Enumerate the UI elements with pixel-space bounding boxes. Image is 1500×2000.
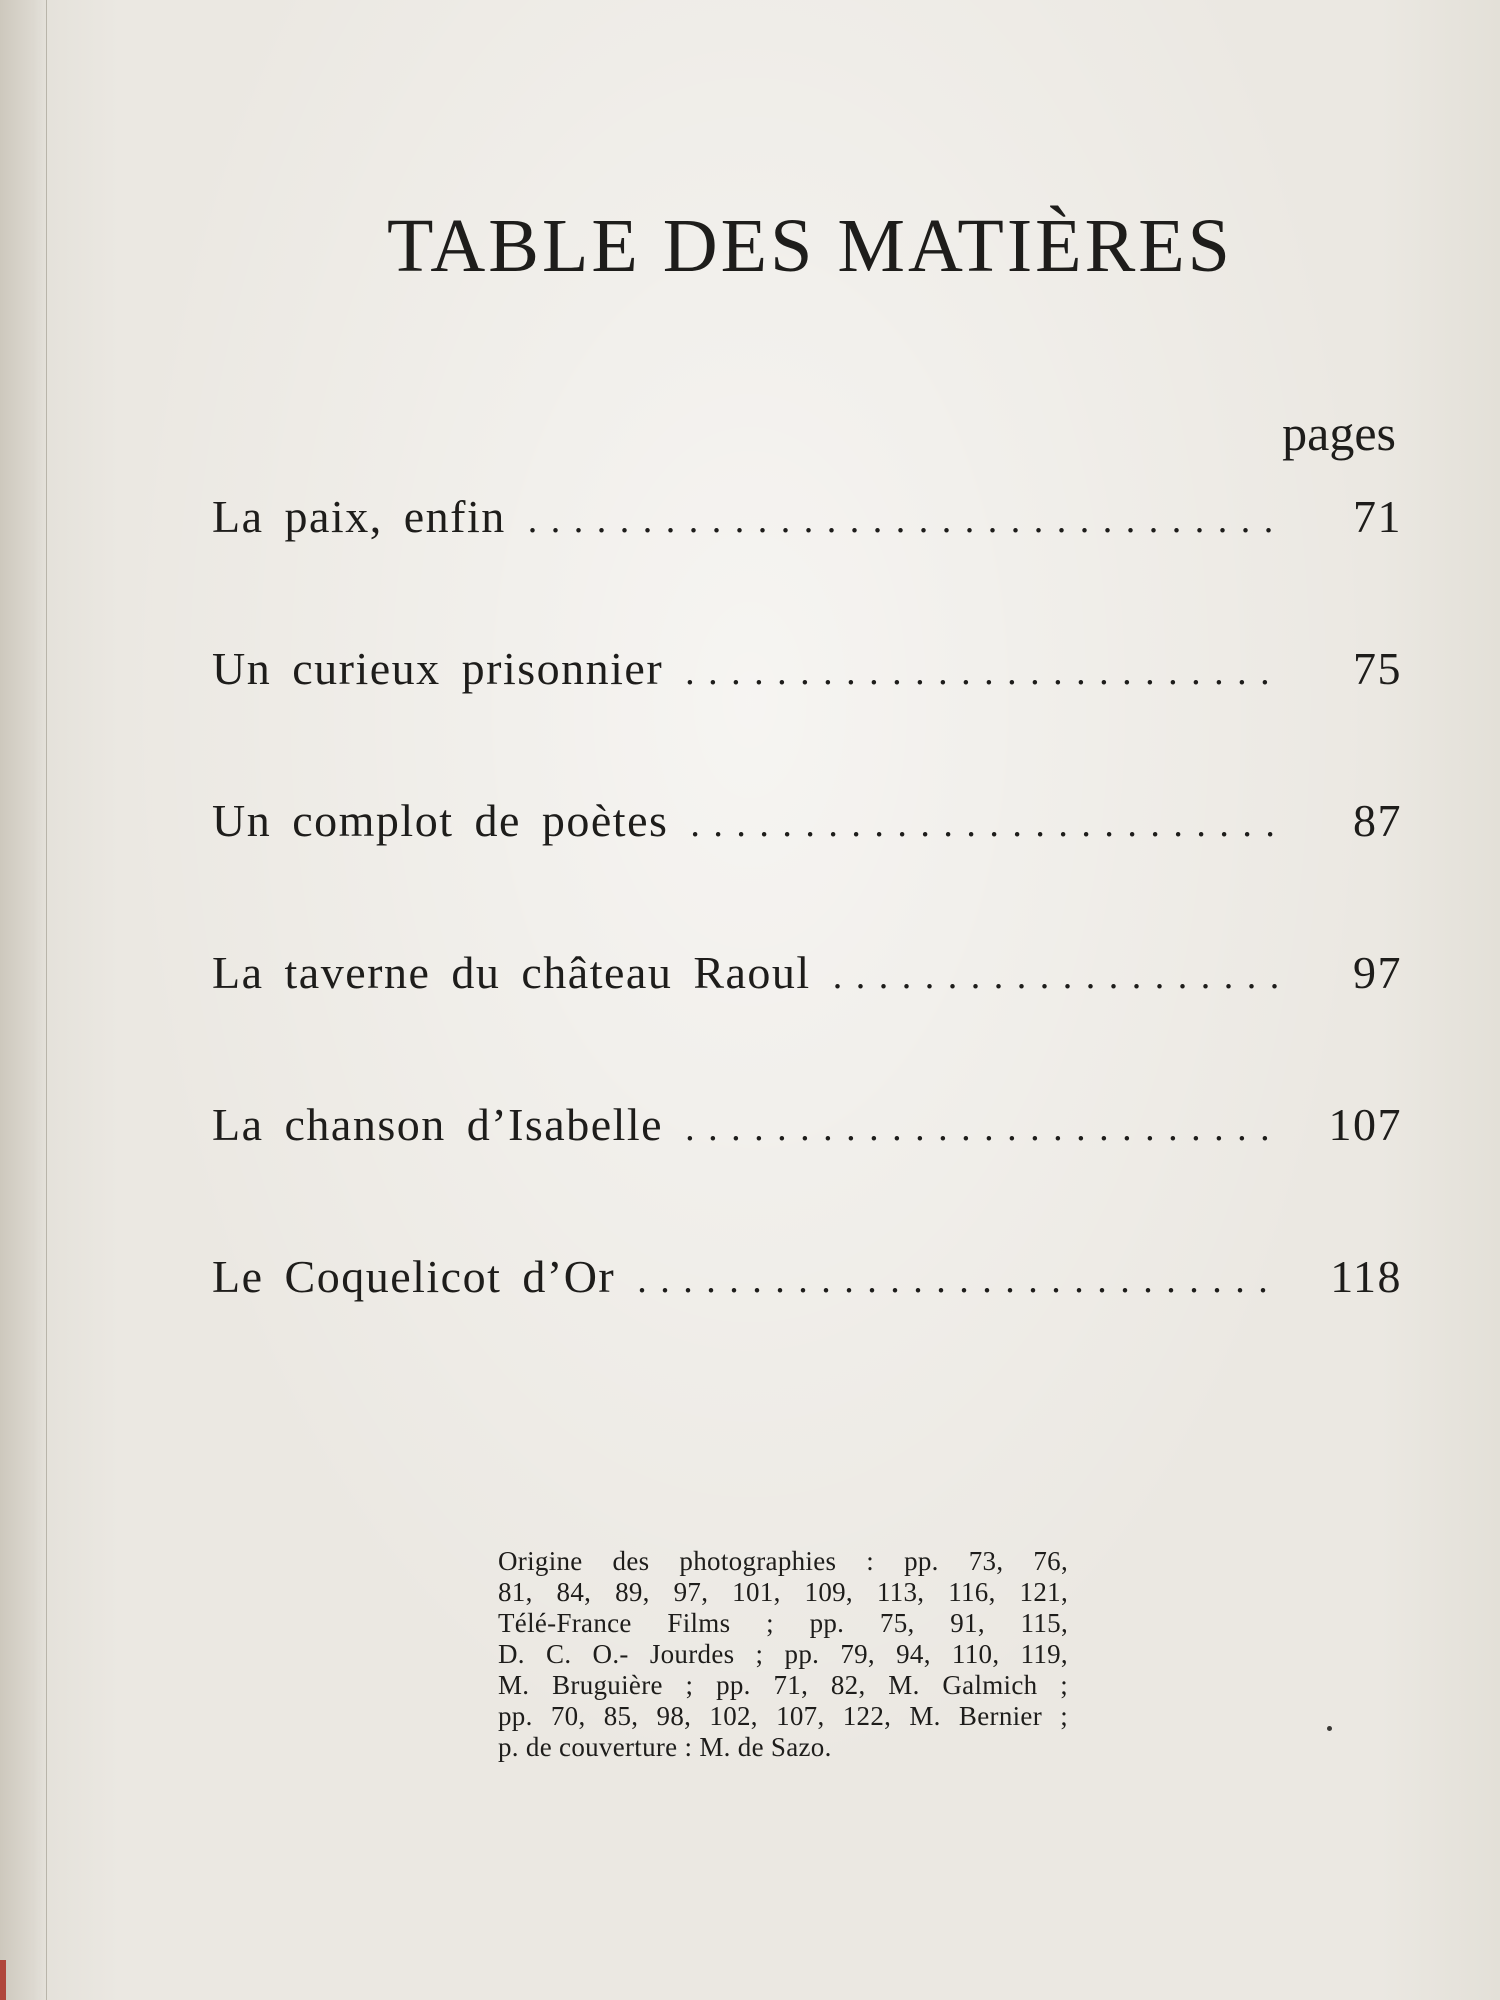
photo-credits-line: Télé-France Films ; pp. 75, 91, 115, — [498, 1608, 1068, 1638]
dot-leader — [685, 650, 1282, 694]
photo-credits-line: D. C. O.- Jourdes ; pp. 79, 94, 110, 119, — [498, 1639, 1068, 1669]
corner-mark — [0, 1960, 6, 2000]
toc-entry-un-complot-de-poetes — [212, 794, 1402, 946]
toc-entry-page: 87 — [1353, 795, 1402, 846]
toc-entry-label: Un complot de poètes — [212, 795, 669, 846]
dot-leader — [833, 954, 1282, 998]
toc-entry-page: 75 — [1353, 643, 1402, 694]
paper-speck — [1327, 1726, 1332, 1731]
toc-entry-la-paix-enfin — [212, 490, 1402, 642]
toc-entry-un-curieux-prisonnier — [212, 642, 1402, 794]
toc-entry-la-taverne — [212, 946, 1402, 1098]
pages-column-label: pages — [1282, 405, 1396, 461]
photo-credits-line: pp. 70, 85, 98, 102, 107, 122, M. Bernier ; — [498, 1701, 1068, 1731]
toc-entry-page: 118 — [1330, 1251, 1402, 1302]
table-of-contents — [212, 490, 1402, 1402]
dot-leader — [528, 498, 1282, 542]
toc-entry-la-chanson-d-isabelle — [212, 1098, 1402, 1250]
photo-credits — [498, 1546, 1068, 1763]
toc-entry-le-coquelicot-d-or — [212, 1250, 1402, 1402]
dot-leader — [690, 802, 1282, 846]
toc-entry-label: La chanson d’Isabelle — [212, 1099, 664, 1150]
photo-credits-line: p. de couverture : M. de Sazo. — [498, 1732, 832, 1762]
book-gutter — [0, 0, 47, 2000]
toc-entry-page: 71 — [1353, 491, 1402, 542]
toc-entry-label: La paix, enfin — [212, 491, 506, 542]
dot-leader — [637, 1258, 1282, 1302]
toc-entry-label: La taverne du château Raoul — [212, 947, 811, 998]
dot-leader — [685, 1106, 1282, 1150]
photo-credits-line: M. Bruguière ; pp. 71, 82, M. Galmich ; — [498, 1670, 1068, 1700]
photo-credits-line: Origine des photographies : pp. 73, 76, — [498, 1546, 1068, 1576]
toc-entry-label: Un curieux prisonnier — [212, 643, 664, 694]
toc-entry-label: Le Coquelicot d’Or — [212, 1251, 616, 1302]
toc-entry-page: 107 — [1328, 1099, 1402, 1150]
photo-credits-line: 81, 84, 89, 97, 101, 109, 113, 116, 121, — [498, 1577, 1068, 1607]
page-title: TABLE DES MATIÈRES — [387, 204, 1233, 288]
toc-entry-page: 97 — [1353, 947, 1402, 998]
